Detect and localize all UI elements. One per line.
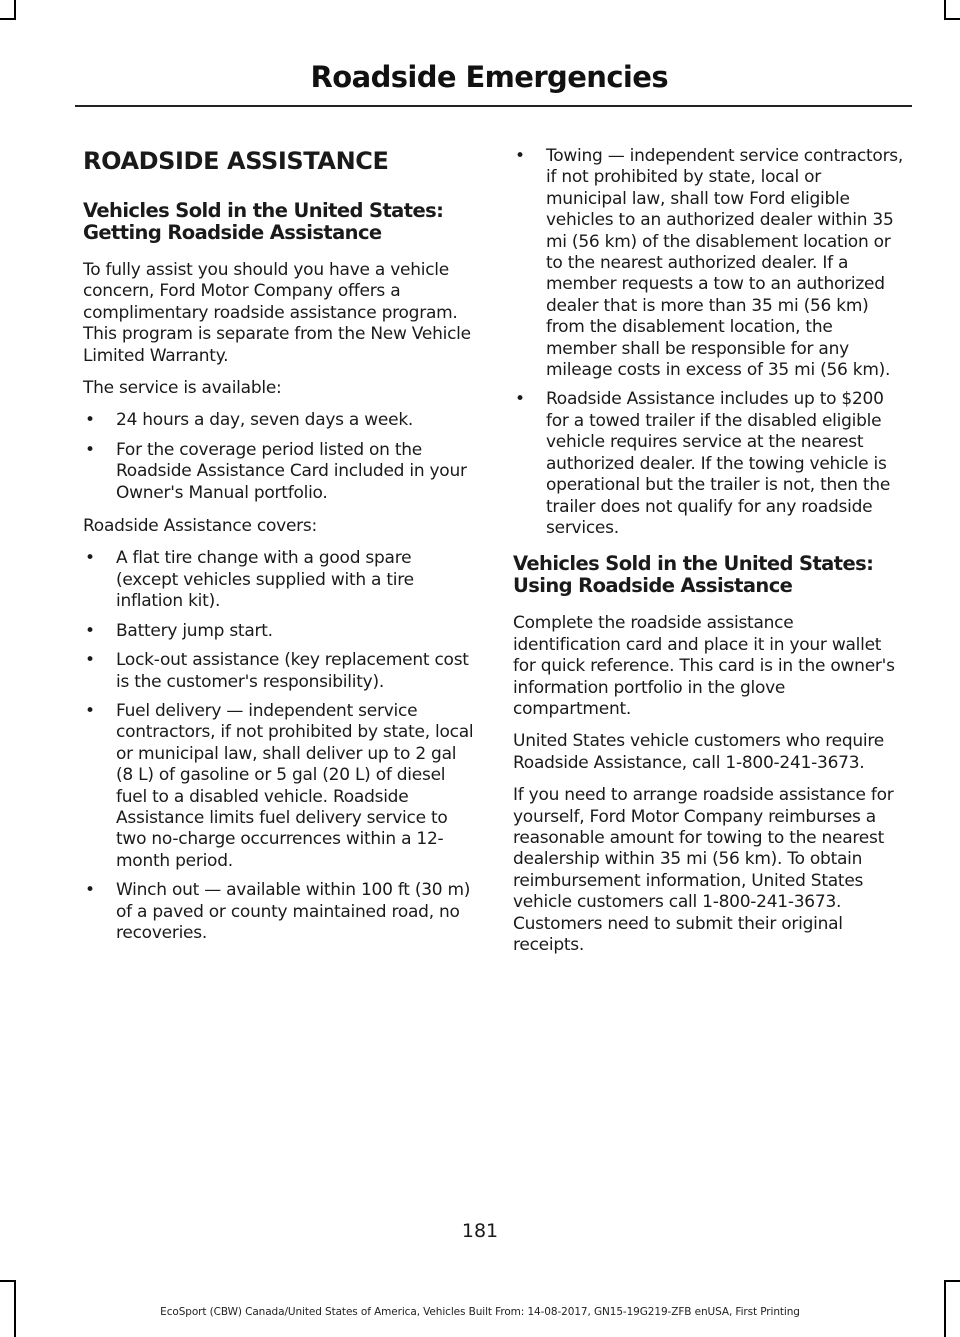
list-item [83,440,475,504]
page-heading: ROADSIDE ASSISTANCE [83,147,389,175]
list-item-text: 24 hours a day, seven days a week. [116,410,414,431]
availability-label: The service is available: [83,378,282,399]
list-item [83,701,475,872]
body-paragraph: If you need to arrange roadside assistance for yourself, Ford Motor Company reimburses a reasonable amount for towing to the nearest dealership within 35 mi (56 km). To obtain reimbursement information, United States vehicle customers call 1-800-241-3673. Customers need to submit their original receipts. [513,785,894,955]
header-divider [75,105,912,107]
subheading-line: Vehicles Sold in the United States: [83,199,444,222]
subheading-line: Vehicles Sold in the United States: [513,552,874,576]
list-item [83,621,475,642]
page-number: 181 [461,1220,499,1242]
bullet-icon: • [85,880,95,901]
list-item-text: Fuel delivery — independent service contractors, if not prohibited by state, local or municipal law, shall deliver up to 2 gal (8 L) of gasoline or 5 gal (20 L) of diesel fuel to a disabled vehicle. Roadside Assistance limits fuel delivery service to two no-charge occurrences within a 12-month period. [116,700,474,871]
section-title: Roadside Emergencies [310,60,668,94]
print-info: EcoSport (CBW) Canada/United States of America, Vehicles Built From: 14-08-2017, GN15-19G219-ZFB enUSA, First Printing [160,1306,800,1318]
bullet-icon: • [85,700,95,721]
availability-list [83,410,475,504]
list-item [83,880,475,944]
bullet-icon: • [85,650,95,671]
subheading-line: Getting Roadside Assistance [83,221,382,244]
subheading-using-assistance [513,553,905,597]
crop-mark [14,0,16,18]
covers-label: Roadside Assistance covers: [83,516,317,537]
intro-paragraph: To fully assist you should you have a vehicle concern, Ford Motor Company offers a complimentary roadside assistance program. This program is separate from the New Vehicle Limited Warranty. [83,260,471,366]
list-item-text: Battery jump start. [116,620,273,641]
covers-list-continued [513,146,905,539]
list-item-text: Towing — independent service contractors, if not prohibited by state, local or municipal law, shall tow Ford eligible vehicles to an authorized dealer within 35 mi (56 km) of the disablement location or to the nearest authorized dealer. If a member requests a tow to an authorized dealer that is more than 35 mi (56 km) from the disablement location, the member shall be responsible for any mileage costs in excess of 35 mi (56 km). [546,146,904,381]
covers-list [83,548,475,944]
list-item [513,146,905,381]
bullet-icon: • [515,389,525,410]
bullet-icon: • [515,146,525,166]
left-column [83,146,475,956]
body-paragraph: United States vehicle customers who require Roadside Assistance, call 1-800-241-3673. [513,731,884,773]
list-item-text: A flat tire change with a good spare (except vehicles supplied with a tire inflation kit). [116,548,414,612]
bullet-icon: • [85,439,95,460]
list-item [83,650,475,693]
crop-mark [944,0,946,18]
bullet-icon: • [85,620,95,641]
crop-mark [944,1280,960,1282]
right-column [513,146,905,967]
list-item [83,410,475,431]
list-item-text: Lock-out assistance (key replacement cost is the customer's responsibility). [116,650,469,692]
crop-mark [944,18,960,20]
list-item [83,548,475,612]
list-item-text: Winch out — available within 100 ft (30 m) of a paved or county maintained road, no recoveries. [116,880,471,943]
subheading-line: Using Roadside Assistance [513,574,793,598]
crop-mark [0,18,16,20]
bullet-icon: • [85,548,95,569]
list-item [513,389,905,539]
body-paragraph: Complete the roadside assistance identification card and place it in your wallet for quick reference. This card is in the owner's information portfolio in the glove compartment. [513,613,895,719]
bullet-icon: • [85,410,95,431]
subheading-getting-assistance [83,200,475,244]
list-item-text: Roadside Assistance includes up to $200 for a towed trailer if the disabled eligible vehicle requires service at the nearest authorized dealer. If the towing vehicle is operational but the trailer is not, then the trailer does not qualify for any roadside services. [546,389,891,538]
list-item-text: For the coverage period listed on the Roadside Assistance Card included in your Owner's Manual portfolio. [116,439,467,503]
